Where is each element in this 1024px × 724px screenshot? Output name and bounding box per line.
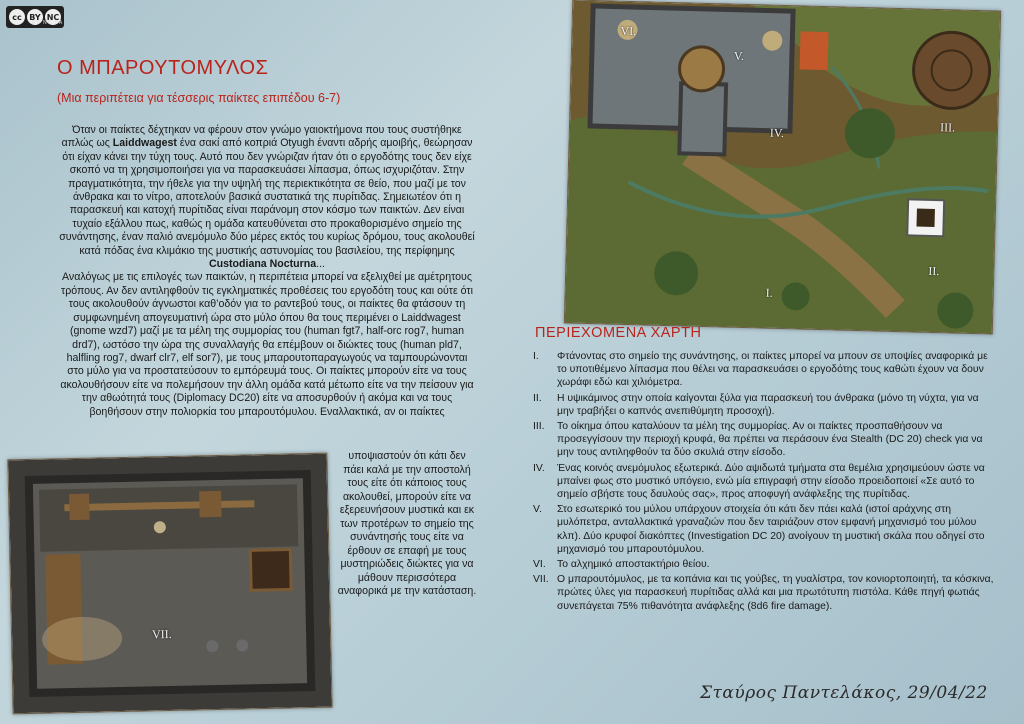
contents-list: [527, 350, 997, 615]
by-icon: BY: [27, 9, 43, 25]
contents-item-ii: II. Η υψικάμινος στην οποία καίγονται ξύλα για παρασκευή του άνθρακα (μόνο τη νύχτα, για να μην τραβήξει ο καπνός ανεπιθύμητη προσοχή).: [533, 392, 979, 417]
map-label-ii: II.: [928, 263, 940, 279]
map-label-v: V.: [733, 48, 745, 63]
outdoor-map: [564, 0, 1001, 335]
intro-paragraph-2: Αναλόγως με τις επιλογές των παικτών, η περιπέτεια μπορεί να εξελιχθεί με αμέτρητους τρόπους. Αν δεν αντιληφθούν τις εγκληματικές προθέσεις του εργοδότη τους και ούτε ότι τους ακολουθούν άγνωστοι καθ’οδόν για το ραντεβού τους, οι παίκτες θα φτάσουν τη συμφωνημένη απογευματινή ώρα στο μύλο όπου θα τους περιμένει ο Laiddwagest (gnome wzd7) μαζί με τα μέλη της συμμορίας του (human fgt7, half-orc rog7, human drd7), ωστόσο την ώρα της συναλλαγής θα επέμβουν οι διώκτες τους (human pld7, halfling rog7, dwarf clr7, elf sor7), με τους μπαρουτοπαραγωγούς να ταμπουρώνονται στο μύλο για να προστατεύσουν το εμπόρευμά τους. Οι παίκτες μπορούν είτε να τους ακολουθήσουν είτε να πολεμήσουν την άλλη ομάδα κατά μέτωπο είτε να την πείσουν για την αθωότητά τους (Diplomacy DC20) είτε να αποσυρθούν ή ακόμα και να τους βοηθήσουν στην πολιορκία του μπαρουτόμυλου. Εναλλακτικά, αν οι παίκτες: [60, 271, 474, 418]
contents-item-iii: III. Το οίκημα όπου καταλύουν τα μέλη της συμμορίας. Αν οι παίκτες προσπαθήσουν να προσεγγίσουν την περιοχή κρυφά, θα πρέπει να περάσουν ένα Stealth (DC 20) check για να μην τους αντιληφθούν τα δύο σκυλιά στην είσοδο.: [533, 421, 983, 459]
page-title: Ο ΜΠΑΡΟΥΤΟΜΥΛΟΣ: [57, 57, 269, 79]
contents-item-iv: IV. Ένας κοινός ανεμόμυλος εξωτερικά. Δύο αψιδωτά τμήματα στα θεμέλια χρησιμεύουν ώστε να μπαίνει φως στο μυστικό υπόγειο, ενώ μία επιγραφή στην είσοδο προειδοποιεί «Σε αυτό το σημείο σβήστε τους δαυλούς σας», προς αποφυγή ανάφλεξης της πυρίτιδας.: [533, 462, 985, 501]
map-label-vii: VII.: [151, 626, 172, 642]
contents-item-vii: VII. Ο μπαρουτόμυλος, με τα κοπάνια και τις γούβες, τη γυαλίστρα, τον κονιορτοποιητή, τα κόσκινα, πρώτες ύλες για παρασκευή πυρίτιδας αλλά και μια πρωτότυπη πιστόλα. Κάθε πηγή φωτιάς συνεπάγεται 75% πιθανότητα ανάφλεξης (8d6 fire damage).: [533, 574, 994, 612]
intro-text: [57, 124, 477, 419]
contents-item-i: I. Φτάνοντας στο σημείο της συνάντησης, οι παίκτες μπορεί να μπουν σε υποψίες αναφορικά με το υποτιθέμενο λίπασμα που θέλει να παρασκευάσει ο εργοδότης τους καθώτι έχουν να δουν χωράφι εδώ και χιλιόμετρα.: [533, 351, 988, 389]
map-label-iv: IV.: [769, 125, 785, 141]
faction-name: Custodiana Nocturna: [209, 258, 317, 271]
author-signature: Σταύρος Παντελάκος, 29/04/22: [700, 683, 988, 703]
contents-title: ΠΕΡΙΕΧΟΜΕΝΑ ΧΑΡΤΗ: [535, 325, 702, 341]
intro-paragraph-2-continued: υποψιαστούν ότι κάτι δεν πάει καλά με την αποστολή τους είτε ότι κάποιος τους ακολουθεί, μπορούν είτε να εξερευνήσουν μυστικά και εκ των προτέρων το σημείο της συνάντησής τους είτε να έρθουν σε επαφή με τους μυστηριώδεις διώκτες για να μάθουν περισσότερα αναφορικά με την κατάσταση.: [337, 450, 477, 597]
license-label: BY NC SA: [32, 20, 64, 26]
map-label-i: I.: [765, 285, 773, 300]
intro-paragraph-1: Όταν οι παίκτες δέχτηκαν να φέρουν στον γνώμο γαιοκτήμονα που τους συστήθηκε απλώς ως Laiddwagest ένα σακί από κοπριά Otyugh έναντι αδρής αμοιβής, θεώρησαν ότι είχαν κάνει την τύχη τους. Αυτό που δεν γνώριζαν ήταν ότι ο εργοδότης τους δεν είχε σκοπό να τη χρησιμοποιήσει για να παρασκευάσει λίπασμα, όπως ισχυριζόταν. Στην πραγματικότητα, την ήθελε για την υψηλή της περιεκτικότητα σε θείο, που μαζί με τον άνθρακα και το νίτρο, αποτελούν βασικά συστατικά της πυρίτιδας. Σημειωτέον ότι η παρασκευή και κατοχή πυρίτιδας είναι παράνομη στον κόσμο των παικτών. Δεν είναι τυχαίο εξάλλου πως, καθώς η ομάδα κατευθύνεται στο προκαθορισμένο σημείο της συνάντησης, έναν παλιό ανεμόμυλο δύο μέρες εκτός του κυρίως δρόμου, τους ακολουθεί κατά πόδας ένα κλιμάκιο της μυστικής αστυνομίας του βασιλείου, της περίφημης Custodiana Nocturna...: [59, 124, 475, 271]
map-label-iii: III.: [939, 120, 956, 135]
contents-item-vi: VI. Το αλχημικό αποστακτήριο θείου.: [533, 559, 710, 571]
interior-map: [7, 453, 332, 715]
map-label-vi: VI.: [620, 23, 637, 39]
npc-name: Laiddwagest: [112, 137, 177, 150]
page-subtitle: (Μια περιπέτεια για τέσσερις παίκτες επιπέδου 6-7): [57, 91, 341, 105]
cc-icon: cc: [9, 9, 25, 25]
nc-icon: NC: [45, 9, 61, 25]
contents-item-v: V. Στο εσωτερικό του μύλου υπάρχουν στοιχεία ότι κάτι δεν πάει καλά (ιστοί αράχνης στη μυλόπετρα, ανταλλακτικά γραναζιών που δεν ταιριάζουν στον εμφανή μηχανισμό του μύλου κλπ). Δύο κρυφοί διακόπτες (Investigation DC 20) ανοίγουν τη μυστική σκάλα που οδηγεί στο μηχανισμό του μπαρουτόμυλου.: [533, 504, 985, 555]
cc-license-badge: [6, 6, 64, 28]
